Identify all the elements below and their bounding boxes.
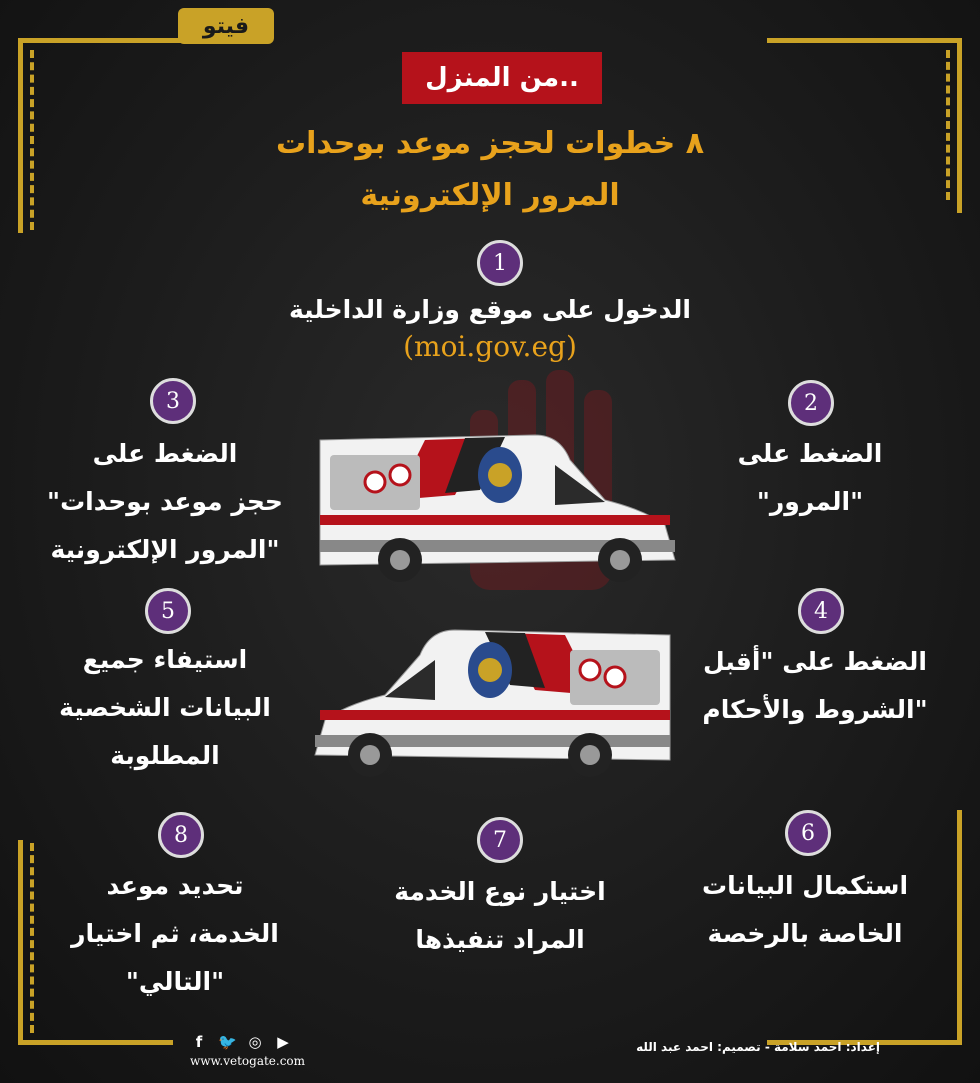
traffic-van-image-2	[305, 615, 685, 785]
step-8-line-3: "التالي"	[125, 967, 225, 996]
step-4-line-1: الضغط على "أقبل	[703, 647, 927, 676]
step-2-line-2: "المرور"	[756, 487, 864, 516]
step-5-text	[30, 636, 300, 780]
step-5-number: 5	[145, 588, 191, 634]
brand-logo	[178, 8, 274, 44]
step-3-line-2: "حجز موعد بوحدات	[47, 487, 283, 516]
social-icons	[190, 1033, 292, 1051]
step-5-line-1: استيفاء جميع	[82, 645, 248, 674]
step-1-line-1: الدخول على موقع وزارة الداخلية	[289, 295, 691, 324]
step-7-line-1: اختيار نوع الخدمة	[394, 877, 606, 906]
step-2-number: 2	[788, 380, 834, 426]
step-1-number: 1	[477, 240, 523, 286]
title-line-2: المرور الإلكترونية	[360, 178, 620, 213]
step-5-line-2: البيانات الشخصية	[59, 693, 271, 722]
youtube-icon[interactable]: ▶	[277, 1033, 289, 1051]
step-8-text	[40, 862, 310, 1006]
logo-text: فيتو	[202, 13, 250, 39]
step-1-url: (moi.gov.eg)	[403, 330, 577, 363]
step-7-line-2: المراد تنفيذها	[415, 925, 585, 954]
step-2-text	[690, 430, 930, 526]
step-5-line-3: المطلوبة	[110, 741, 220, 770]
step-4-text	[680, 638, 950, 734]
banner-text: من المنزل..	[425, 63, 579, 93]
step-3-number: 3	[150, 378, 196, 424]
step-6-line-2: الخاصة بالرخصة	[707, 919, 903, 948]
step-2-line-1: الضغط على	[737, 439, 883, 468]
step-8-line-1: تحديد موعد	[106, 871, 244, 900]
instagram-icon[interactable]: ◎	[248, 1033, 262, 1051]
step-4-line-2: الشروط والأحكام"	[702, 695, 928, 724]
step-3-line-3: المرور الإلكترونية"	[50, 535, 280, 564]
step-3-text	[30, 430, 300, 574]
twitter-icon[interactable]: 🐦	[218, 1033, 237, 1051]
credits: إعداد: احمد سلامة - تصميم: احمد عبد الله	[636, 1040, 880, 1054]
step-4-number: 4	[798, 588, 844, 634]
step-7-number: 7	[477, 817, 523, 863]
step-6-line-1: استكمال البيانات	[701, 871, 909, 900]
step-7-text	[370, 868, 630, 964]
step-6-number: 6	[785, 810, 831, 856]
frame-dash-right-top	[936, 50, 950, 200]
step-8-line-2: الخدمة، ثم اختيار	[71, 919, 279, 948]
page-title	[190, 118, 790, 222]
facebook-icon[interactable]: f	[195, 1033, 203, 1051]
step-8-number: 8	[158, 812, 204, 858]
frame-dash-left-top	[30, 50, 44, 230]
frame-corner-top-right	[767, 38, 962, 213]
step-1-text	[260, 286, 720, 334]
header-banner	[402, 52, 602, 104]
step-3-line-1: الضغط على	[92, 439, 238, 468]
traffic-van-image-1	[305, 420, 685, 590]
website-link[interactable]: www.vetogate.com	[190, 1054, 306, 1068]
step-6-text	[680, 862, 930, 958]
title-line-1: ٨ خطوات لحجز موعد بوحدات	[276, 126, 704, 161]
